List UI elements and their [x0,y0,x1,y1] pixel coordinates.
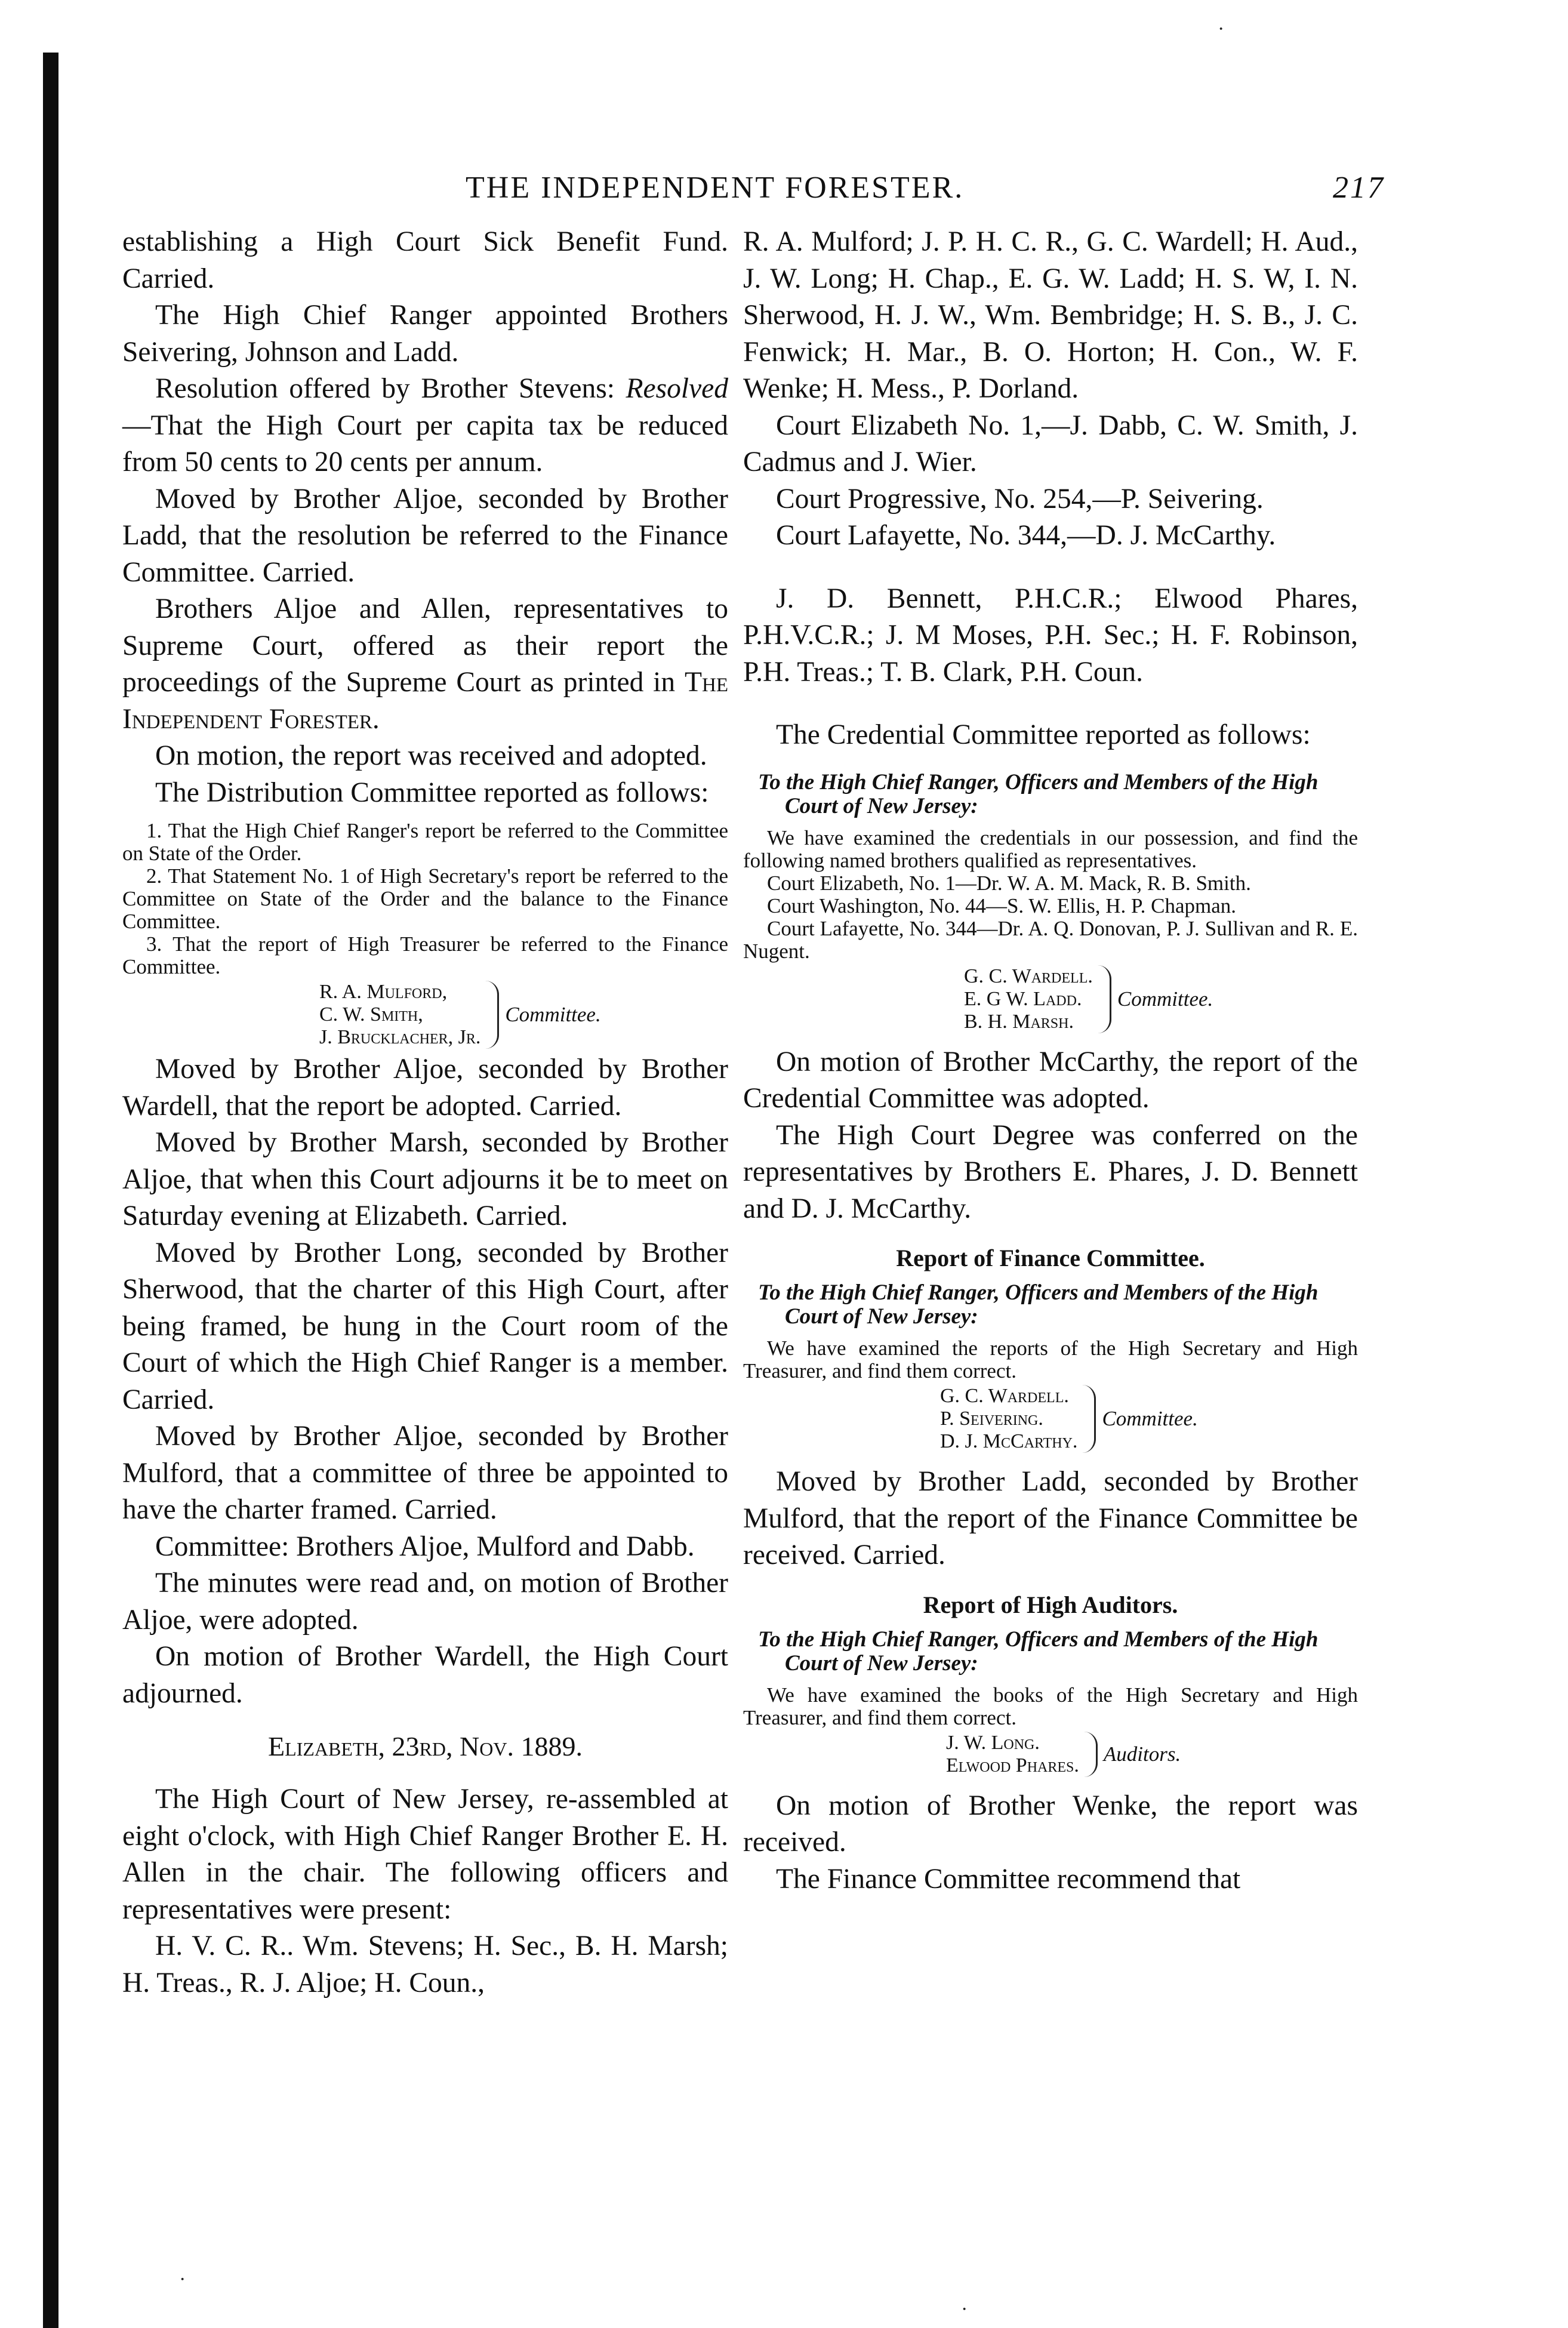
paragraph: Moved by Brother Ladd, seconded by Brother Mulford, that the report of the Finance Committee be received. Carried. [743,1466,1358,1571]
scan-speck: · [179,2268,186,2290]
signatory: J. W. Long. [946,1731,1040,1754]
paragraph: The High Chief Ranger appointed Brothers Seivering, Johnson and Ladd. [122,300,728,368]
paragraph: Committee: Brothers Aljoe, Mulford and Dabb. [155,1531,695,1562]
report-address: To the High Chief Ranger, Officers and Members of the High Court of New Jersey: [758,1280,1319,1329]
paragraph: On motion of Brother Wenke, the report was received. [743,1790,1358,1858]
signatory: Elwood Phares. [946,1754,1079,1776]
dateline: Elizabeth, 23rd, Nov. 1889. [268,1731,583,1762]
paragraph: The High Court Degree was conferred on the representatives by Brothers E. Phares, J. D. Bennett and D. J. McCarthy. [743,1119,1358,1224]
text-run: Brothers Aljoe and Allen, representatives to Supreme Court, offered as their report the proceedings of the Supreme Court as printed in [122,593,728,698]
auditors-role: Auditors. [1103,1742,1181,1766]
committee-signature [319,981,728,1049]
brace [1084,1732,1098,1777]
signatory: C. W. Smith, [319,1003,423,1026]
section-heading: Report of Finance Committee. [896,1245,1205,1271]
paragraph: On motion of Brother Wardell, the High Court adjourned. [122,1641,728,1709]
text-run: —That the High Court per capita tax be reduced from 50 cents to 20 cents per annum. [122,409,728,478]
report-item: 3. That the report of High Treasurer be referred to the Finance Committee. [122,932,728,978]
committee-role: Committee. [1102,1407,1198,1430]
resolved-label: Resolved [626,373,728,404]
report-body: We have examined the reports of the High Secretary and High Treasurer, and find them correct. [743,1337,1358,1382]
paragraph: The Finance Committee recommend that [776,1863,1241,1895]
committee-role: Committee. [1117,987,1213,1011]
committee-role: Committee. [505,1003,601,1026]
signatory: E. G W. Ladd. [964,987,1082,1010]
paragraph: On motion of Brother McCarthy, the report of the Credential Committee was adopted. [743,1046,1358,1114]
signatory: G. C. Wardell. [940,1385,1069,1407]
paragraph: R. A. Mulford; J. P. H. C. R., G. C. Wardell; H. Aud., J. W. Long; H. Chap., E. G. W. Ladd; H. S. W, I. N. Sherwood, H. J. W., Wm. Bembridge; H. S. B., J. C. Fenwick; H. Mar., B. O. Horton; H. Con., W. F. Wenke; H. Mess., P. Dorland. [743,226,1358,404]
brace [485,981,499,1049]
paragraph: H. V. C. R.. Wm. Stevens; H. Sec., B. H. Marsh; H. Treas., R. J. Aljoe; H. Coun., [122,1930,728,1998]
report-item: 1. That the High Chief Ranger's report be referred to the Committee on State of the Order. [122,819,728,865]
report-item: 2. That Statement No. 1 of High Secretary's report be referred to the Committee on State of the Order and the balance to the Finance Committee. [122,864,728,933]
paragraph: J. D. Bennett, P.H.C.R.; Elwood Phares, P.H.V.C.R.; J. M Moses, P.H. Sec.; H. F. Robinson, P.H. Treas.; T. B. Clark, P.H. Coun. [743,583,1358,688]
report-body: We have examined the credentials in our possession, and find the following named brothers qualified as representatives. [743,826,1358,872]
report-address: To the High Chief Ranger, Officers and Members of the High Court of New Jersey: [758,769,1319,818]
paragraph [122,591,728,738]
text-run: Resolution offered by Brother Stevens: [155,373,615,404]
paragraph: On motion, the report was received and adopted. [155,740,707,771]
paragraph: Court Lafayette, No. 344,—D. J. McCarthy. [776,520,1276,551]
scan-binding-edge [43,53,58,2328]
running-header [466,170,1385,212]
page-number: 217 [1333,171,1385,205]
signatory: B. H. Marsh. [964,1010,1074,1033]
section-heading: Report of High Auditors. [923,1591,1178,1618]
scan-speck: · [961,2298,968,2320]
paragraph: The Credential Committee reported as follows: [776,719,1311,750]
report-address: To the High Chief Ranger, Officers and Members of the High Court of New Jersey: [758,1627,1319,1676]
report-body: Court Elizabeth, No. 1—Dr. W. A. M. Mack, R. B. Smith. [767,871,1251,895]
brace [1098,965,1111,1033]
paragraph: Moved by Brother Long, seconded by Brother Sherwood, that the charter of this High Court, after being framed, be hung in the Court room of the Court of which the High Chief Ranger is a member. Carried. [122,1237,728,1415]
paragraph: establishing a High Court Sick Benefit Fund. Carried. [122,226,728,294]
paragraph: Moved by Brother Marsh, seconded by Brother Aljoe, that when this Court adjourns it be to meet on Saturday evening at Elizabeth. Carried. [122,1127,728,1231]
left-column [122,224,728,2001]
paragraph: Moved by Brother Aljoe, seconded by Brother Mulford, that a committee of three be appointed to have the charter framed. Carried. [122,1421,728,1525]
auditors-signature [946,1732,1358,1777]
scan-speck: · [1218,18,1225,40]
paragraph [122,371,728,481]
paragraph: Moved by Brother Aljoe, seconded by Brother Ladd, that the resolution be referred to the Finance Committee. Carried. [122,483,728,588]
signatory: J. Brucklacher, Jr. [319,1026,481,1048]
committee-signature [964,965,1358,1033]
paragraph: Moved by Brother Aljoe, seconded by Brother Wardell, that the report be adopted. Carried. [122,1054,728,1122]
paragraph: Court Elizabeth No. 1,—J. Dabb, C. W. Smith, J. Cadmus and J. Wier. [743,409,1358,478]
paragraph: The High Court of New Jersey, re-assembled at eight o'clock, with High Chief Ranger Brother E. H. Allen in the chair. The following officers and representatives were present: [122,1784,728,1925]
paragraph: Court Progressive, No. 254,—P. Seivering. [776,483,1264,515]
signatory: D. J. McCarthy. [940,1430,1078,1452]
page-title: THE INDEPENDENT FORESTER. [466,171,965,205]
brace [1082,1385,1096,1453]
report-body: Court Lafayette, No. 344—Dr. A. Q. Donovan, P. J. Sullivan and R. E. Nugent. [743,916,1358,963]
report-body: We have examined the books of the High Secretary and High Treasurer, and find them correct. [743,1683,1358,1729]
right-column [743,224,1358,1898]
publication-name: The Independent Forester. [122,667,729,735]
signatory: G. C. Wardell. [964,965,1093,987]
report-body: Court Washington, No. 44—S. W. Ellis, H. P. Chapman. [767,894,1237,917]
signatory: R. A. Mulford, [319,981,448,1003]
committee-signature [940,1385,1358,1453]
paragraph: The Distribution Committee reported as follows: [155,777,709,808]
paragraph: The minutes were read and, on motion of Brother Aljoe, were adopted. [122,1568,728,1636]
signatory: P. Seivering. [940,1408,1043,1430]
